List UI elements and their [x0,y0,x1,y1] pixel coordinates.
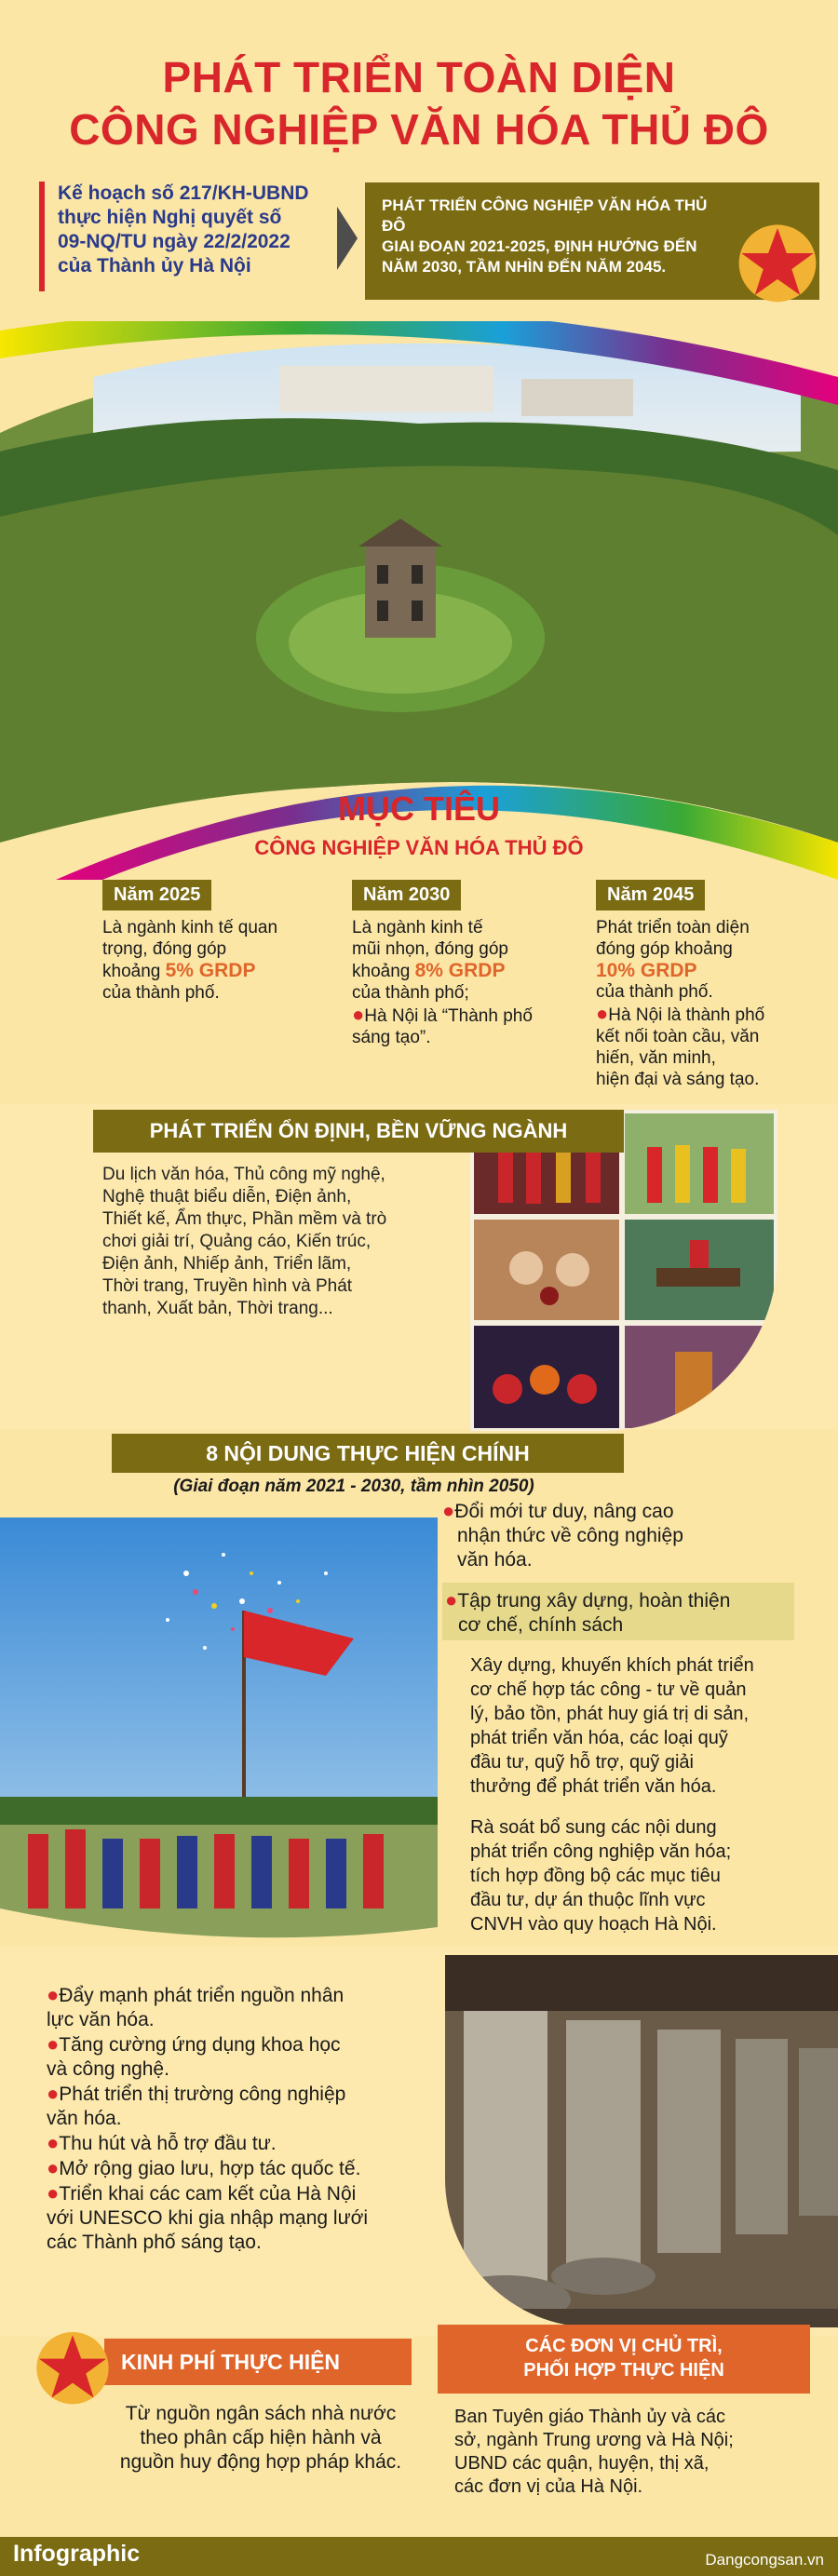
content-item-1: ●Đổi mới tư duy, nâng cao nhận thức về công nghiệp văn hóa. [442,1499,683,1571]
festival-photo [0,1517,438,1946]
list-item: ●Thu hút và hỗ trợ đầu tư. [47,2131,277,2154]
goal-2025: Là ngành kinh tế quan trọng, đóng góp khoảng 5% GRDP của thành phố. [102,918,278,1003]
list-item: ●Phát triển thị trường công nghiệp [47,2082,346,2105]
bullet-icon: ● [47,2181,60,2205]
goals-title: MỤC TIÊU [338,789,500,828]
stone-stelae-photo [445,1955,838,2327]
direction-line: GIAI ĐOẠN 2021-2025, ĐỊNH HƯỚNG ĐẾN [382,237,697,255]
bullet-icon: ● [47,2082,60,2105]
list-item: ●Đẩy mạnh phát triển nguồn nhân [47,1983,345,2006]
content-paragraph-1: Xây dựng, khuyến khích phát triển cơ chế hợp tác công - tư về quản lý, bảo tồn, phát huy giá trị di sản, phát triển văn hóa, các loại quỹ đầu tư, quỹ hỗ trợ, quỹ giải thưởng để phát triển văn hóa. [470,1655,754,1797]
list-item: ●Mở rộng giao lưu, hợp tác quốc tế. [47,2156,361,2179]
plan-line: 09-NQ/TU ngày 22/2/2022 [58,231,291,252]
bullet-icon: ● [445,1588,458,1612]
industry-list: Du lịch văn hóa, Thủ công mỹ nghệ, Nghệ thuật biểu diễn, Điện ảnh, Thiết kế, Ẩm thực, Phần mềm và trò chơi giải trí, Quảng cáo, Kiến trúc, Điện ảnh, Nhiếp ảnh, Triển lãm, Thời trang, Truyền hình và Phát thanh, Xuất bản, Thời trang... [102,1165,387,1318]
contents-title: 8 NỘI DUNG THỰC HIỆN CHÍNH [112,1434,624,1473]
goals-subtitle: CÔNG NGHIỆP VĂN HÓA THỦ ĐÔ [254,836,584,859]
year-2025-label: Năm 2025 [102,880,211,910]
star-icon [34,2327,112,2406]
contents-bullet-list: ●Đẩy mạnh phát triển nguồn nhân lực văn hóa. ●Tăng cường ứng dụng khoa học và công nghệ. ●Phát triển thị trường công nghiệp văn hóa. ●Thu hút và hỗ trợ đầu tư. ●Mở rộng giao lưu, hợp tác quốc tế. ●Triển khai các cam kết của Hà Nội với UNESCO khi gia nhập mạng lưới các Thành phố sáng tạo. [47,1983,438,2255]
footer-label: Infographic [13,2541,141,2567]
bullet-icon: ● [47,2131,60,2154]
content-paragraph-2: Rà soát bổ sung các nội dung phát triển công nghiệp văn hóa; tích hợp đồng bộ các mục tiêu đầu tư, dự án thuộc lĩnh vực CNVH vào quy hoạch Hà Nội. [470,1817,732,1935]
sustain-title: PHÁT TRIỂN ỔN ĐỊNH, BỀN VỮNG NGÀNH [93,1110,624,1153]
goal-2030: Là ngành kinh tế mũi nhọn, đóng góp khoảng 8% GRDP của thành phố; ●Hà Nội là “Thành phố sáng tạo”. [352,918,533,1047]
title-line-1: PHÁT TRIỂN TOÀN DIỆN [162,53,676,101]
year-2045-label: Năm 2045 [596,880,705,910]
direction-line: NĂM 2030, TẦM NHÌN ĐẾN NĂM 2045. [382,258,667,276]
direction-line: PHÁT TRIỂN CÔNG NGHIỆP VĂN HÓA THỦ ĐÔ [382,196,708,235]
funding-text: Từ nguồn ngân sách nhà nước theo phân cấp hiện hành và nguồn huy động hợp pháp khác. [119,2403,402,2473]
plan-line: của Thành ủy Hà Nội [58,255,251,276]
plan-line: thực hiện Nghị quyết số [58,207,282,228]
bullet-icon: ● [596,1002,609,1025]
funding-title: KINH PHÍ THỰC HIỆN [104,2339,412,2385]
list-item: ●Triển khai các cam kết của Hà Nội [47,2181,357,2205]
goal-2045: Phát triển toàn diện đóng góp khoảng 10% GRDP của thành phố. ●Hà Nội là thành phố kết nối toàn cầu, văn hiến, văn minh, hiện đại và sáng tạo. [596,917,829,1090]
arrow-right-icon [337,207,358,270]
bullet-icon: ● [47,2156,60,2179]
goal-2030-value: 8% GRDP [414,960,506,981]
plan-line: Kế hoạch số 217/KH-UBND [58,182,309,204]
title-line-2: CÔNG NGHIỆP VĂN HÓA THỦ ĐÔ [69,105,769,154]
year-2030-label: Năm 2030 [352,880,461,910]
goal-2045-value: 10% GRDP [596,960,697,981]
plan-reference [39,182,337,291]
goal-2025-value: 5% GRDP [165,960,256,981]
bullet-icon: ● [442,1499,455,1522]
bullet-icon: ● [47,2032,60,2056]
bullet-icon: ● [352,1003,365,1026]
units-text: Ban Tuyên giáo Thành ủy và các sở, ngành Trung ương và Hà Nội; UBND các quận, huyện, thị xã, các đơn vị của Hà Nội. [454,2407,734,2497]
footer-source: Dangcongsan.vn [705,2551,824,2569]
list-item: ●Tăng cường ứng dụng khoa học [47,2032,341,2056]
units-title: CÁC ĐƠN VỊ CHỦ TRÌ, PHỐI HỢP THỰC HIỆN [438,2325,810,2394]
star-icon [736,220,819,303]
page-title [0,51,838,155]
bullet-icon: ● [47,1983,60,2006]
content-item-2: ●Tập trung xây dựng, hoàn thiện cơ chế, chính sách [445,1588,731,1636]
contents-period: (Giai đoạn năm 2021 - 2030, tầm nhìn 2050) [173,1477,534,1496]
